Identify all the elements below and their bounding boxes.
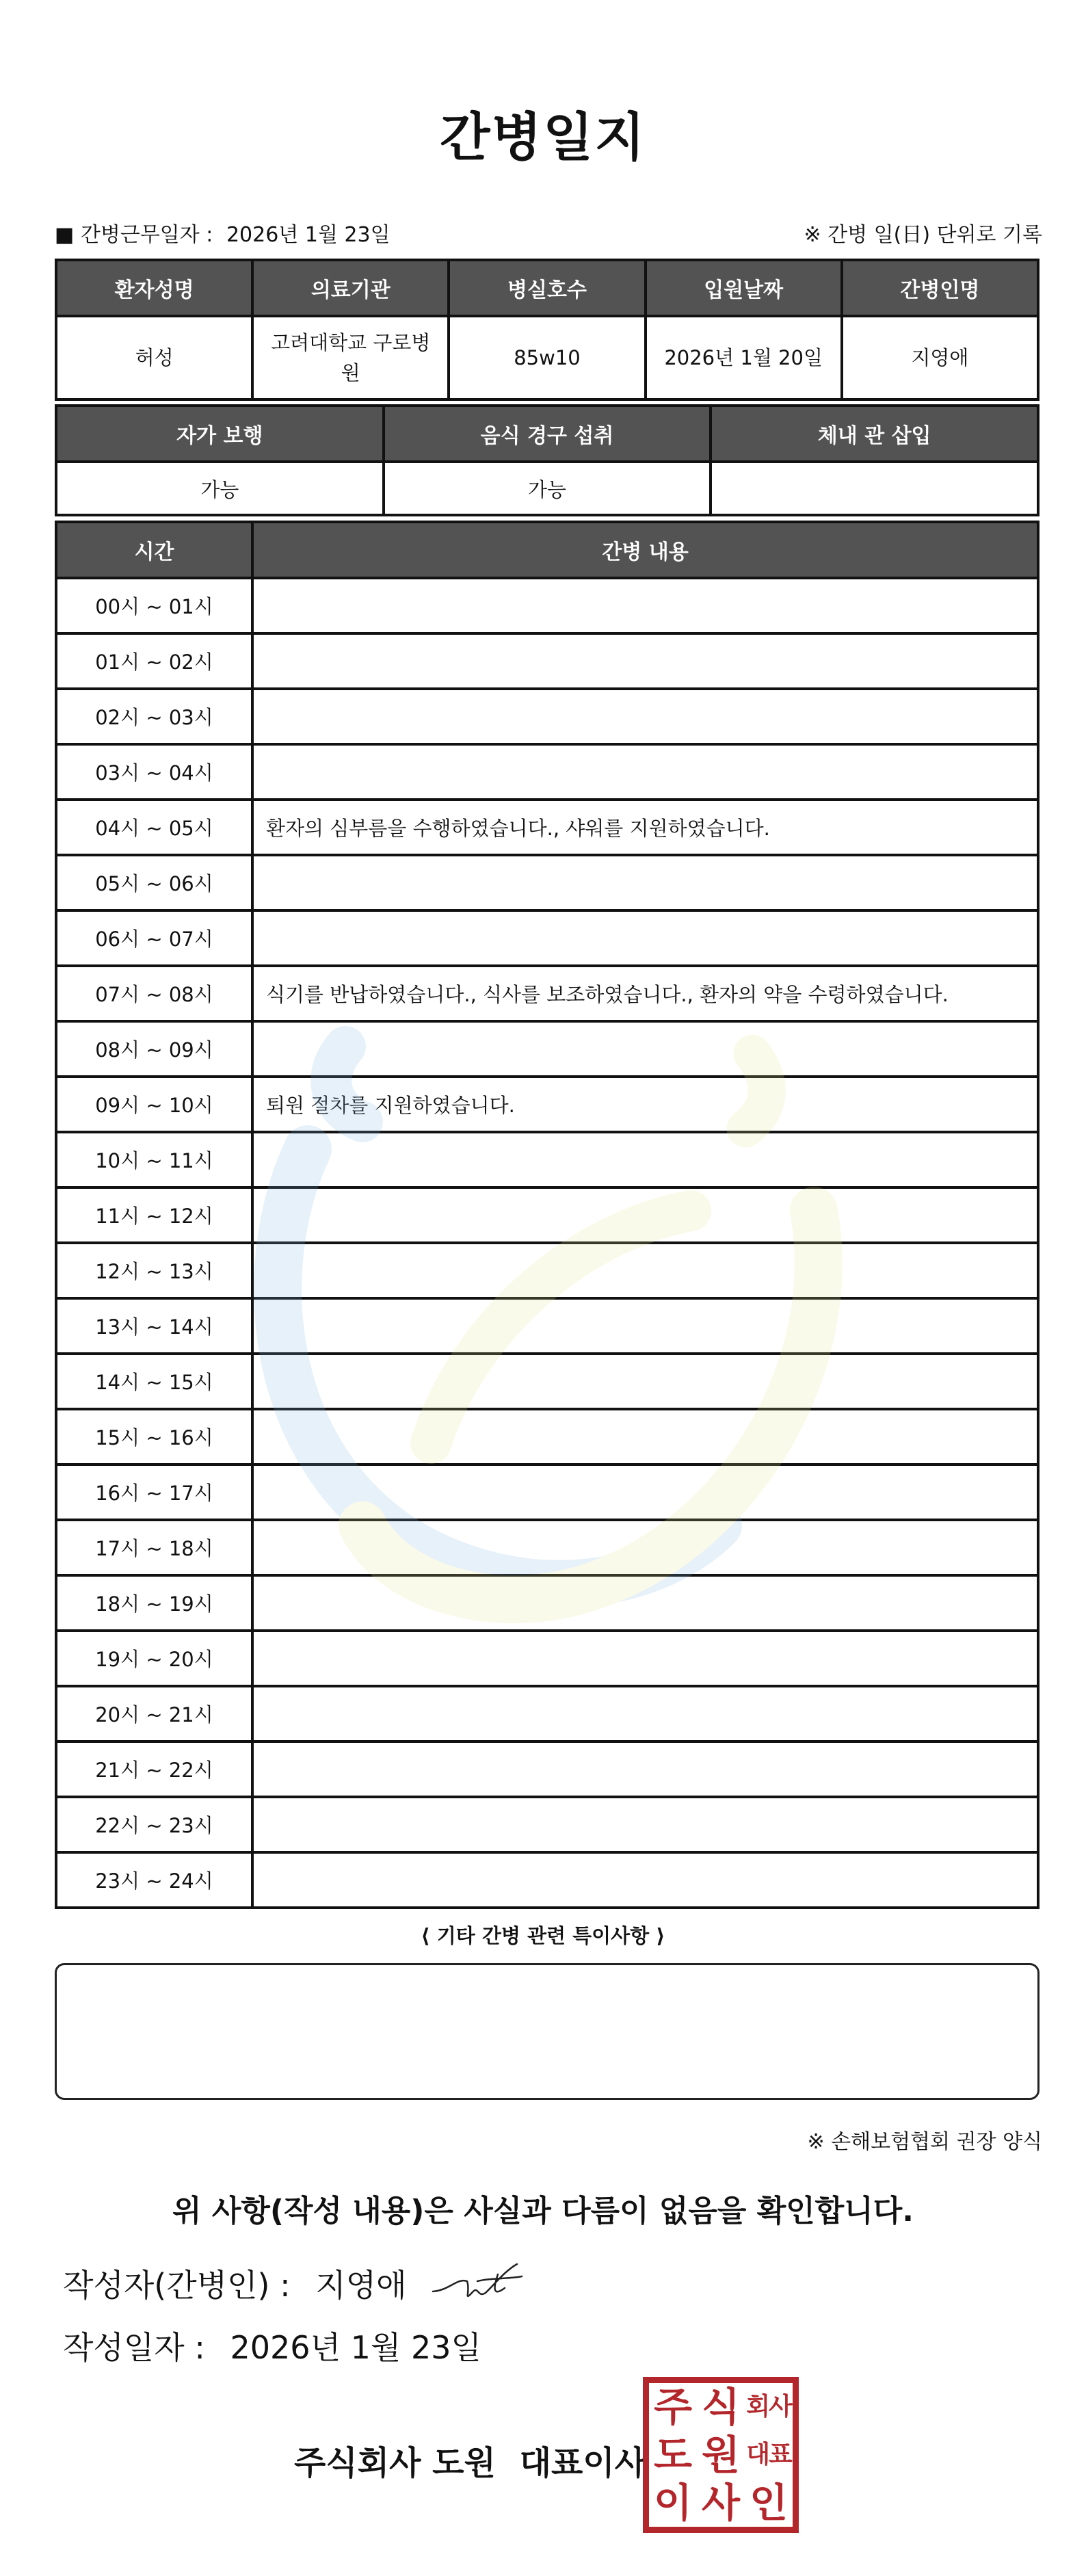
log-time: 01시 ~ 02시 <box>56 633 252 689</box>
patient-status-table <box>55 404 1039 516</box>
log-time: 08시 ~ 09시 <box>56 1021 252 1077</box>
log-time: 09시 ~ 10시 <box>56 1077 252 1132</box>
status-value-row <box>56 462 1038 515</box>
log-time: 23시 ~ 24시 <box>56 1852 252 1908</box>
self-walking-value: 가능 <box>56 462 384 515</box>
log-time: 13시 ~ 14시 <box>56 1298 252 1354</box>
special-notes-title: ⟨ 기타 간병 관련 특이사항 ⟩ <box>421 1924 665 1947</box>
log-time: 03시 ~ 04시 <box>56 744 252 800</box>
seal-character: 회사 <box>746 2393 791 2421</box>
hospital-name: 고려대학교 구로병원 <box>252 316 449 399</box>
log-time: 04시 ~ 05시 <box>56 800 252 855</box>
log-row <box>56 1631 1038 1686</box>
written-date-value: 2026년 1월 23일 <box>230 2329 481 2366</box>
log-time: 16시 ~ 17시 <box>56 1464 252 1520</box>
log-content <box>252 1464 1038 1520</box>
log-row <box>56 1852 1038 1908</box>
log-row <box>56 1298 1038 1354</box>
patient-info-table <box>55 259 1039 401</box>
log-row <box>56 1132 1038 1187</box>
seal-character: 대표 <box>746 2441 791 2469</box>
log-row <box>56 744 1038 800</box>
log-content <box>252 910 1038 966</box>
hourly-care-log-table <box>55 521 1039 1909</box>
patient-info-header-row <box>56 260 1038 316</box>
log-content <box>252 744 1038 800</box>
log-time: 18시 ~ 19시 <box>56 1575 252 1631</box>
header-oral-intake: 음식 경구 섭취 <box>384 406 711 462</box>
log-time: 05시 ~ 06시 <box>56 855 252 910</box>
caregiver-name: 지영애 <box>842 316 1038 399</box>
log-content <box>252 1243 1038 1298</box>
company-role: 대표이사 <box>519 2444 647 2482</box>
log-row <box>56 1077 1038 1132</box>
log-content <box>252 689 1038 744</box>
log-row <box>56 1187 1038 1243</box>
log-row <box>56 689 1038 744</box>
recommend-note: ※ 손해보험협회 권장 양식 <box>807 2130 1042 2154</box>
log-content: 식기를 반납하였습니다., 식사를 보조하였습니다., 환자의 약을 수령하였습니다. <box>252 966 1038 1021</box>
company-seal-stamp <box>643 2377 799 2533</box>
log-row <box>56 966 1038 1021</box>
log-header-row <box>56 522 1038 578</box>
header-caregiver-name: 간병인명 <box>842 260 1038 316</box>
written-date-line <box>63 2323 496 2368</box>
log-time: 10시 ~ 11시 <box>56 1132 252 1187</box>
log-time: 17시 ~ 18시 <box>56 1520 252 1575</box>
header-patient-name: 환자성명 <box>56 260 252 316</box>
log-row <box>56 1686 1038 1742</box>
log-row <box>56 1243 1038 1298</box>
log-time: 11시 ~ 12시 <box>56 1187 252 1243</box>
log-content <box>252 1132 1038 1187</box>
header-admission-date: 입원날짜 <box>646 260 842 316</box>
log-content <box>252 855 1038 910</box>
log-time: 14시 ~ 15시 <box>56 1354 252 1409</box>
unit-note: ※ 간병 일(日) 단위로 기록 <box>804 223 1042 247</box>
seal-character: 도 <box>653 2432 693 2478</box>
patient-name: 허성 <box>56 316 252 399</box>
seal-character: 이 <box>653 2480 693 2526</box>
admission-date: 2026년 1월 20일 <box>646 316 842 399</box>
seal-character: 인 <box>749 2480 789 2526</box>
log-time: 07시 ~ 08시 <box>56 966 252 1021</box>
log-content <box>252 578 1038 633</box>
log-row <box>56 800 1038 855</box>
seal-character: 식 <box>701 2384 741 2430</box>
log-content <box>252 1298 1038 1354</box>
patient-info-value-row <box>56 316 1038 399</box>
status-header-row <box>56 406 1038 462</box>
confirmation-statement: 위 사항(작성 내용)은 사실과 다름이 없음을 확인합니다. <box>172 2194 914 2229</box>
seal-character: 주 <box>653 2384 693 2430</box>
writer-name: 지영애 <box>315 2267 407 2304</box>
log-row <box>56 1354 1038 1409</box>
log-time: 06시 ~ 07시 <box>56 910 252 966</box>
log-time: 00시 ~ 01시 <box>56 578 252 633</box>
log-body <box>56 578 1038 1908</box>
log-row <box>56 1742 1038 1797</box>
log-content <box>252 1354 1038 1409</box>
log-row <box>56 1520 1038 1575</box>
header-room-number: 병실호수 <box>449 260 645 316</box>
special-notes-box <box>55 1963 1039 2100</box>
log-row <box>56 578 1038 633</box>
header-care-content: 간병 내용 <box>252 522 1038 578</box>
room-number: 85w10 <box>449 316 645 399</box>
log-content <box>252 1852 1038 1908</box>
log-content <box>252 1021 1038 1077</box>
log-content <box>252 1575 1038 1631</box>
log-content <box>252 1520 1038 1575</box>
log-content <box>252 633 1038 689</box>
log-time: 12시 ~ 13시 <box>56 1243 252 1298</box>
log-content <box>252 1797 1038 1852</box>
log-time: 02시 ~ 03시 <box>56 689 252 744</box>
log-row <box>56 633 1038 689</box>
log-row <box>56 910 1038 966</box>
work-date-label: ■ 간병근무일자 : <box>55 223 213 247</box>
header-tube-insertion: 체내 관 삽입 <box>711 406 1038 462</box>
log-content <box>252 1686 1038 1742</box>
header-time: 시간 <box>56 522 252 578</box>
log-row <box>56 1021 1038 1077</box>
seal-character: 사 <box>701 2480 741 2526</box>
log-row <box>56 1409 1038 1464</box>
log-time: 19시 ~ 20시 <box>56 1631 252 1686</box>
work-date-line <box>55 218 390 248</box>
company-name: 주식회사 도원 <box>294 2444 496 2482</box>
header-hospital: 의료기관 <box>252 260 449 316</box>
work-date-value: 2026년 1월 23일 <box>226 223 390 247</box>
log-content <box>252 1409 1038 1464</box>
log-content: 환자의 심부름을 수행하였습니다., 샤워를 지원하였습니다. <box>252 800 1038 855</box>
log-row <box>56 855 1038 910</box>
writer-line <box>63 2261 422 2306</box>
log-content <box>252 1742 1038 1797</box>
log-time: 20시 ~ 21시 <box>56 1686 252 1742</box>
log-row <box>56 1797 1038 1852</box>
document-title: 간병일지 <box>440 107 646 168</box>
log-time: 15시 ~ 16시 <box>56 1409 252 1464</box>
written-date-label: 작성일자 : <box>63 2329 205 2366</box>
oral-intake-value: 가능 <box>384 462 711 515</box>
header-self-walking: 자가 보행 <box>56 406 384 462</box>
log-content <box>252 1631 1038 1686</box>
log-time: 21시 ~ 22시 <box>56 1742 252 1797</box>
log-content <box>252 1187 1038 1243</box>
company-line <box>294 2436 659 2484</box>
log-row <box>56 1464 1038 1520</box>
writer-label: 작성자(간병인) : <box>63 2267 291 2304</box>
tube-insertion-value <box>711 462 1038 515</box>
log-content: 퇴원 절차를 지원하였습니다. <box>252 1077 1038 1132</box>
seal-character: 원 <box>701 2432 741 2478</box>
log-time: 22시 ~ 23시 <box>56 1797 252 1852</box>
signature-icon <box>429 2250 525 2312</box>
log-row <box>56 1575 1038 1631</box>
